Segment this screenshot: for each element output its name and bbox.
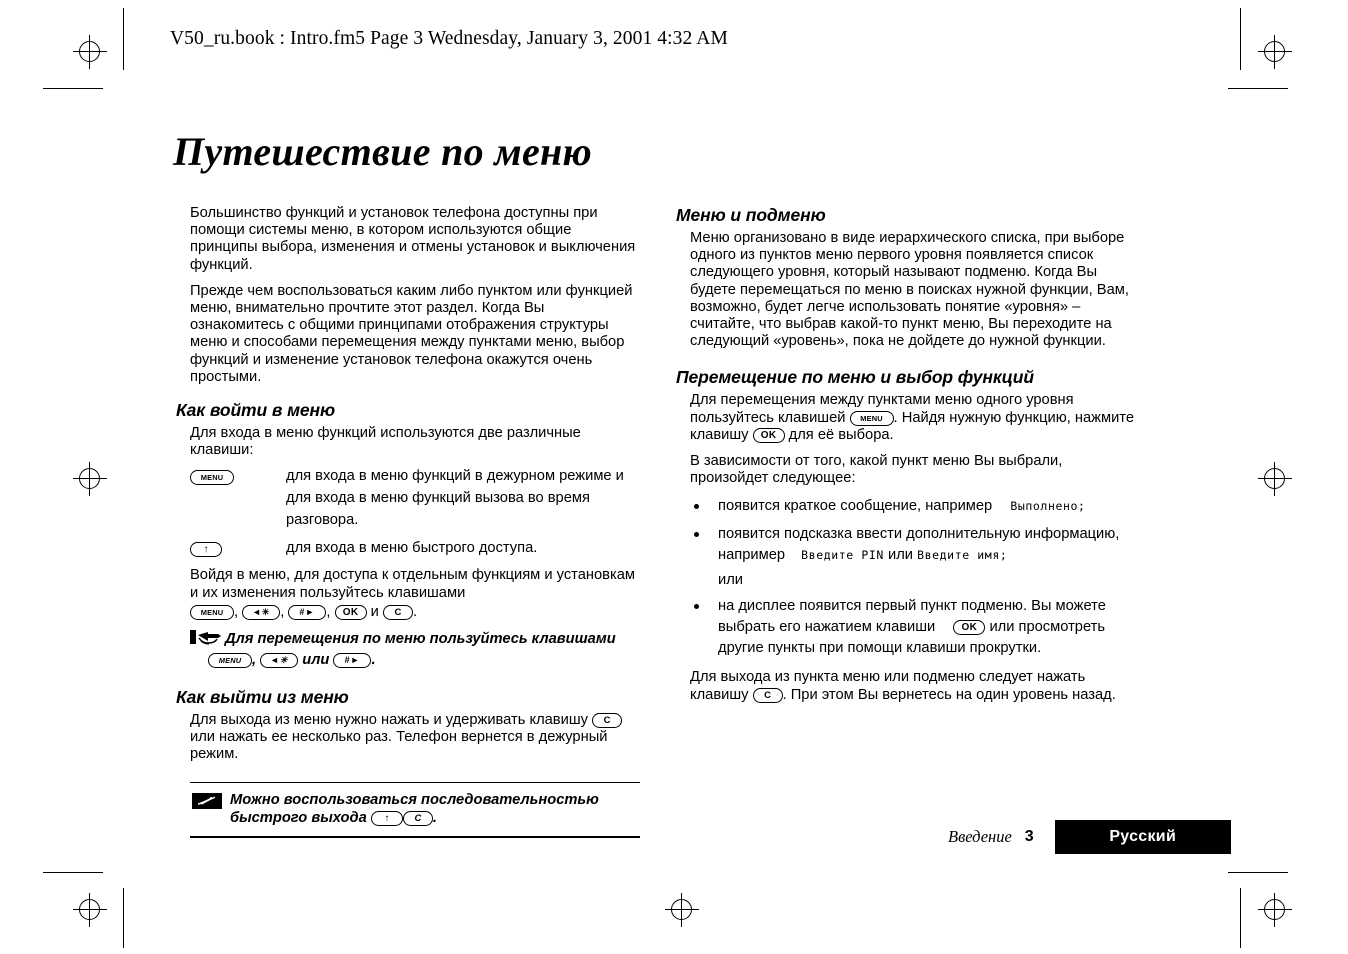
- hand-note-text: Для перемещения по меню пользуйтесь клавишами: [225, 631, 616, 648]
- up-arrow-key-cell: [190, 537, 286, 559]
- registration-mark-top-right: [1258, 35, 1292, 69]
- bullet-text-after: или просмотреть другие пункты при помощи клавиши прокрутки.: [718, 619, 1106, 657]
- menu-key-icon[interactable]: MENU: [208, 653, 252, 668]
- period: .: [432, 810, 437, 827]
- nav-text-1: Для перемещения между пунктами меню одного уровня пользуйтесь клавишей: [690, 392, 1074, 426]
- intro-paragraph-1: Большинство функций и установок телефона доступны при помощи системы меню, в котором используются общие принципы выбора, изменения и отмены установок и выключения функций.: [190, 205, 636, 273]
- clear-key-icon[interactable]: C: [592, 713, 622, 728]
- navigation-lead: В зависимости от того, какой пункт меню Вы выбрали, произойдет следующее:: [690, 453, 1063, 487]
- star-key-icon[interactable]: ◄✳: [242, 605, 280, 620]
- crop-line-top-left-h: [43, 88, 103, 89]
- list-item: [690, 596, 1141, 659]
- registration-mark-bottom-center: [665, 893, 699, 927]
- hash-key-icon[interactable]: #►: [288, 605, 326, 620]
- bullet-text: на дисплее появится первый пункт подменю. Вы можете выбрать его нажатием клавиши: [718, 598, 1106, 636]
- crop-line-bottom-left-h: [43, 872, 103, 873]
- nav-text-2: . Найдя нужную функцию, нажмите клавишу: [690, 409, 1135, 443]
- tip-text-1: Можно воспользоваться последовательностью быстрого выхода: [230, 792, 599, 827]
- key-description: для входа в меню функций в дежурном режиме и для входа в меню функций вызова во время разговора.: [286, 468, 624, 529]
- heading-menu-submenu: Меню и подменю: [676, 205, 826, 225]
- key-row: [190, 537, 641, 559]
- up-arrow-key-icon[interactable]: ↑: [371, 811, 403, 826]
- crop-line-right-v-bottom: [1240, 888, 1241, 948]
- page-footer: [948, 820, 1231, 854]
- display-text-2: Введите имя;: [917, 548, 1008, 563]
- after-text: Войдя в меню, для доступа к отдельным функциям и установкам и их изменения пользуйтесь клавишами: [190, 567, 635, 601]
- ok-key-icon[interactable]: OK: [953, 620, 985, 635]
- closing-text-2: . При этом Вы вернетесь на один уровень назад.: [782, 686, 1116, 703]
- exit-text-2: или нажать ее несколько раз. Телефон вернется в дежурный режим.: [190, 729, 608, 763]
- clear-key-icon[interactable]: C: [403, 811, 433, 826]
- key-row: [190, 465, 641, 531]
- page-title: Путешествие по меню: [173, 129, 593, 174]
- period: .: [412, 603, 418, 620]
- navigation-intro: [676, 392, 1141, 444]
- footer-page-number: 3: [1024, 828, 1034, 845]
- period: .: [371, 652, 376, 669]
- hash-key-icon[interactable]: #►: [333, 653, 371, 668]
- registration-mark-mid-right: [1258, 462, 1292, 496]
- navigation-bullet-list: [676, 496, 1141, 566]
- comma: ,: [326, 603, 331, 620]
- registration-mark-bottom-left: [73, 893, 107, 927]
- hand-note: [176, 629, 641, 669]
- clear-key-icon[interactable]: C: [383, 605, 413, 620]
- exit-text-1: Для выхода из меню нужно нажать и удерживать клавишу: [190, 712, 588, 729]
- submenu-paragraph: Меню организовано в виде иерархического списка, при выборе одного из пунктов меню первого уровня появляется список следующего уровня, который называют подменю. Когда Вы будете перемещаться по меню в поисках нужной функции, Вам, возможно, будет легче использовать понятие «уровня» – считайте, что выбрав какой-то пункт меню, Вы переходите на следующий «уровень», пока не дойдете до нужной функции.: [690, 230, 1129, 350]
- menu-key-icon[interactable]: MENU: [190, 470, 234, 485]
- lightning-bolt-icon: [192, 793, 222, 809]
- or-word: или: [888, 547, 913, 564]
- footer-section-label: Введение: [948, 827, 1012, 846]
- comma: ,: [252, 652, 257, 669]
- pointing-hand-icon: [190, 629, 224, 651]
- or-line: или: [718, 572, 743, 589]
- menu-key-cell: [190, 465, 286, 531]
- registration-mark-mid-left: [73, 462, 107, 496]
- key-description: для входа в меню быстрого доступа.: [286, 540, 538, 557]
- heading-exit-menu: Как выйти из меню: [176, 687, 349, 708]
- crop-line-left-v: [123, 8, 124, 70]
- up-arrow-key-icon[interactable]: ↑: [190, 542, 222, 557]
- display-text: Выполнено;: [1010, 499, 1086, 514]
- display-text: Введите PIN: [801, 548, 884, 563]
- enter-menu-key-sequence: [176, 604, 641, 621]
- heading-enter-menu: Как войти в меню: [176, 400, 336, 421]
- enter-menu-lead: Для входа в меню функций используются две различные клавиши:: [190, 425, 581, 459]
- enter-menu-after-text: [176, 567, 641, 601]
- tip-box: [190, 782, 640, 838]
- crop-line-left-v-bottom: [123, 888, 124, 948]
- list-item: [690, 524, 1141, 566]
- crop-line-right-v: [1240, 8, 1241, 70]
- closing-text-1: Для выхода из пункта меню или подменю следует нажать клавишу: [690, 669, 1086, 703]
- left-column: [176, 205, 641, 838]
- clear-key-icon[interactable]: C: [753, 688, 783, 703]
- bullet-text: появится краткое сообщение, например: [718, 498, 993, 515]
- crop-line-top-right-h: [1228, 88, 1288, 89]
- conjunction: и: [370, 603, 379, 620]
- ok-key-icon[interactable]: OK: [753, 428, 785, 443]
- comma: ,: [280, 603, 285, 620]
- registration-mark-bottom-right: [1258, 893, 1292, 927]
- bullet-icon: [694, 504, 699, 509]
- exit-menu-text: [176, 712, 641, 764]
- menu-key-icon[interactable]: MENU: [850, 411, 894, 426]
- bullet-text: появится подсказка ввести дополнительную информацию, например: [718, 526, 1120, 564]
- ok-key-icon[interactable]: OK: [335, 605, 367, 620]
- bullet-icon: [694, 604, 699, 609]
- comma: ,: [234, 603, 239, 620]
- tip-rule-bottom: [190, 836, 640, 838]
- intro-paragraph-2: Прежде чем воспользоваться каким либо пунктом или функцией меню, внимательно прочтите этот раздел. Когда Вы ознакомитесь с общими принципами отображения структуры меню и способами перемещения между пунктами меню, выбор функций и изменение установок телефона окажутся очень простыми.: [190, 282, 633, 385]
- list-item: [690, 496, 1141, 517]
- bullet-icon: [694, 532, 699, 537]
- tip-text: [230, 791, 640, 827]
- nav-text-3: для её выбора.: [788, 426, 894, 443]
- right-column: [676, 205, 1141, 713]
- enter-menu-key-list: [176, 465, 641, 559]
- registration-mark-top-left: [73, 35, 107, 69]
- navigation-bullet-list-2: [676, 596, 1141, 659]
- or-word: или: [302, 652, 330, 669]
- menu-key-icon[interactable]: MENU: [190, 605, 234, 620]
- star-key-icon[interactable]: ◄✳: [260, 653, 298, 668]
- footer-language-badge: Русский: [1055, 820, 1231, 854]
- running-header: V50_ru.book : Intro.fm5 Page 3 Wednesday, January 3, 2001 4:32 AM: [170, 28, 728, 49]
- crop-line-bottom-right-h: [1228, 872, 1288, 873]
- heading-navigation: Перемещение по меню и выбор функций: [676, 367, 1034, 388]
- navigation-closing: [676, 669, 1141, 703]
